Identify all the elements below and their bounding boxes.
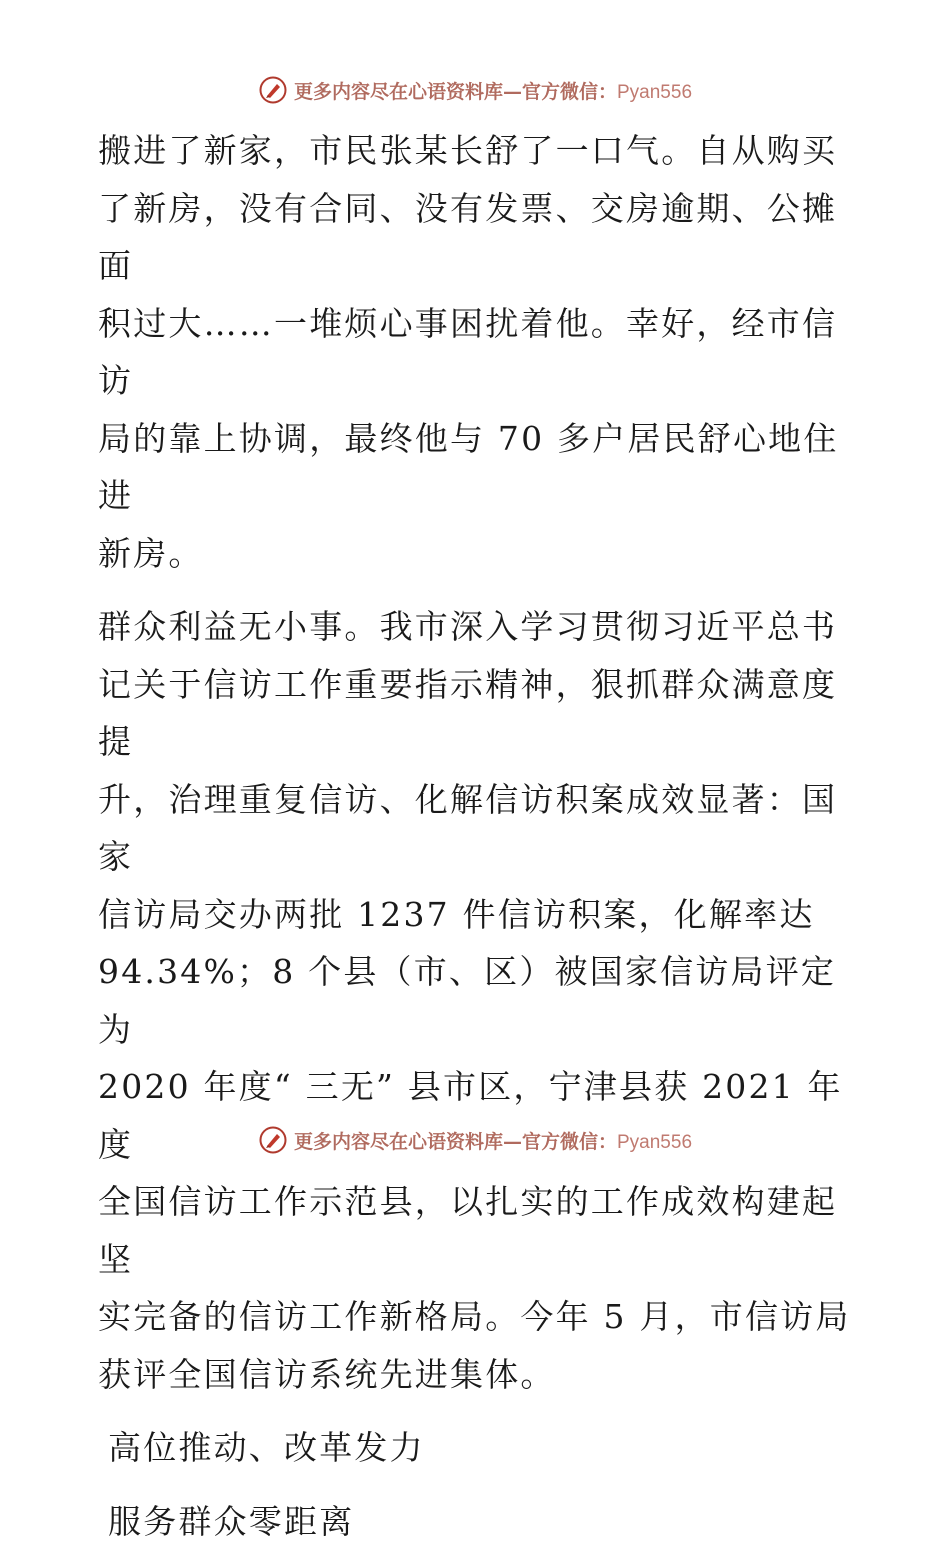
watermark-text: 更多内容尽在心语资料库—官方微信：Pyan556	[293, 1130, 693, 1153]
document-body	[98, 122, 858, 1566]
header-watermark	[0, 70, 950, 110]
pen-nib-circle-icon	[258, 1125, 288, 1155]
paragraph: 群众利益无小事。我市深入学习贯彻习近平总书 记关于信访工作重要指示精神，狠抓群众满意度提 升，治理重复信访、化解信访积案成效显著：国家 信访局交办两批 1237 件信访积案，化解率达 94.34%；8 个县（市、区）被国家信访局评定为 2020 年度“ 三无” 县市区，宁津县获 2021 年度 全国信访工作示范县，以扎实的工作成效构建起坚 实完备的信访工作新格局。今年 5 月，市信访局 获评全国信访系统先进集体。	[98, 607, 851, 1394]
pen-nib-circle-icon	[258, 75, 288, 105]
footer-watermark	[0, 1120, 950, 1160]
section-heading: 高位推动、改革发力	[108, 1428, 425, 1467]
watermark-text: 更多内容尽在心语资料库—官方微信：Pyan556	[293, 80, 693, 103]
watermark-wechat-id: Pyan556	[617, 1131, 693, 1153]
section-heading: 服务群众零距离	[108, 1501, 355, 1541]
watermark-wechat-id: Pyan556	[617, 81, 693, 103]
paragraph: 搬进了新家，市民张某长舒了一口气。自从购买 了新房，没有合同、没有发票、交房逾期、公摊面 积过大……一堆烦心事困扰着他。幸好，经市信访 局的靠上协调，最终他与 70 多户居民舒心地住进 新房。	[98, 131, 839, 573]
